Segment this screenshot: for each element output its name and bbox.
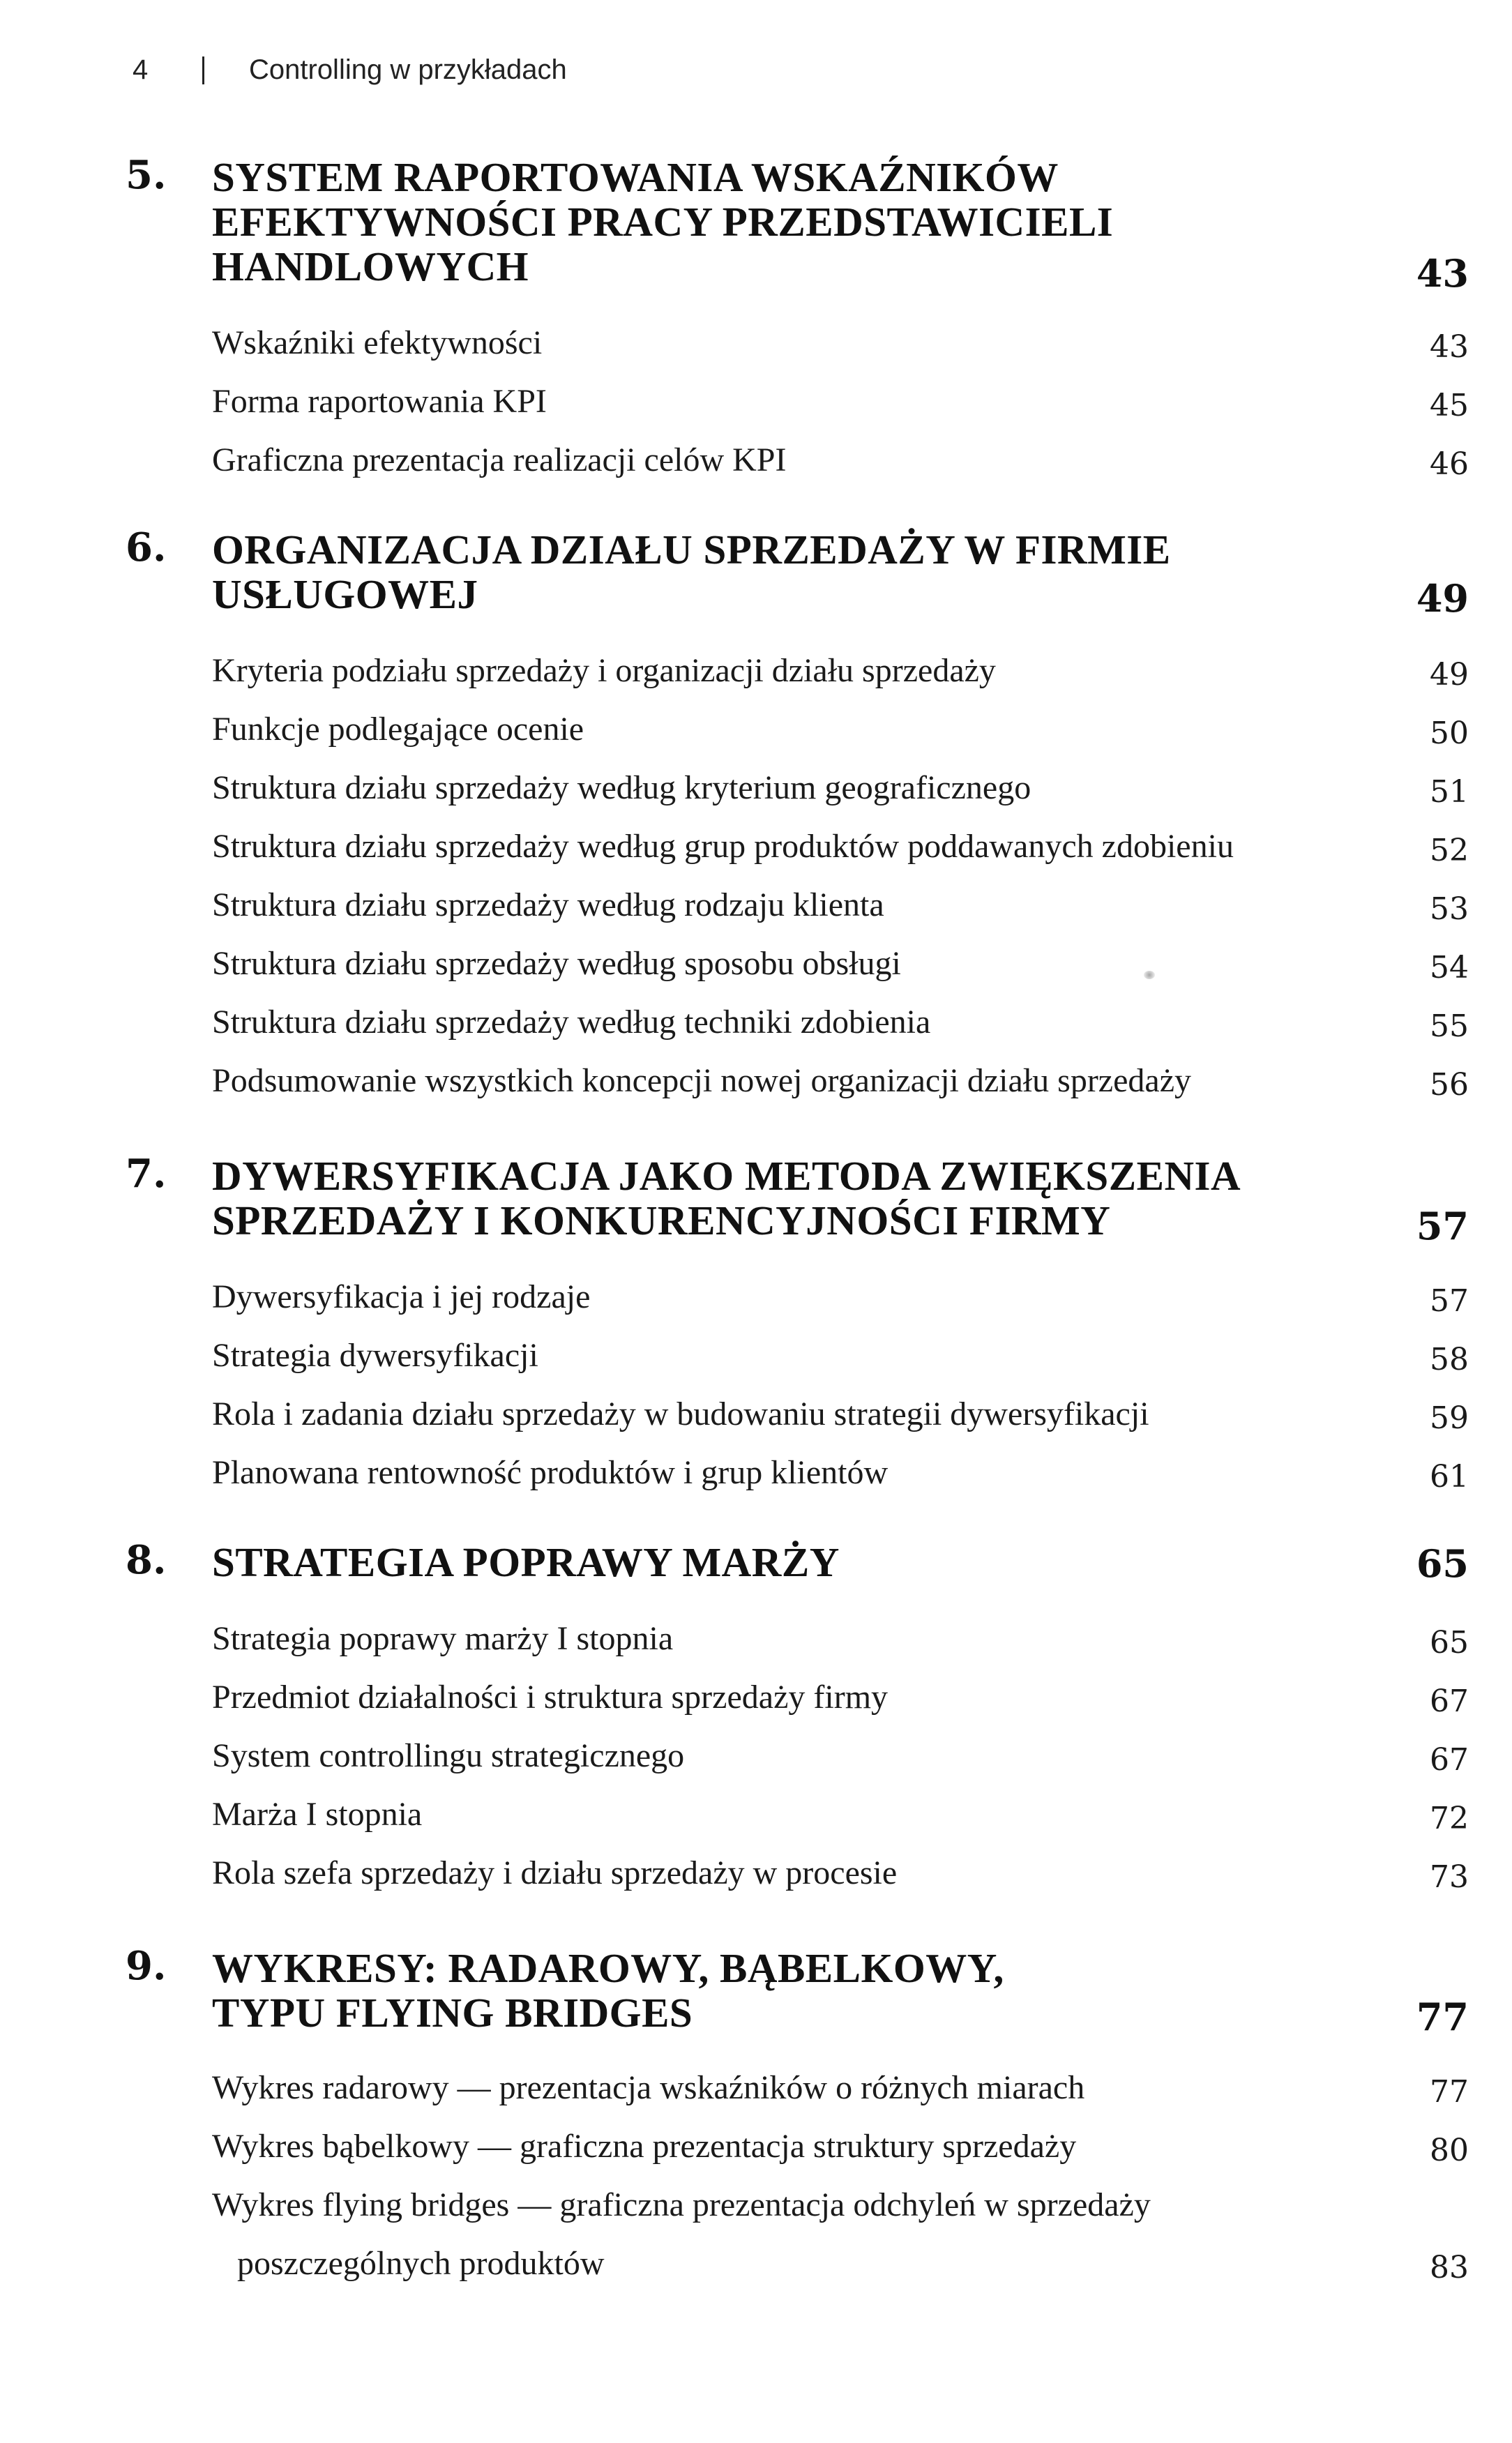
toc-entry: Struktura działu sprzedaży według kryterium geograficznego <box>212 769 1031 806</box>
chapter-number: 5. <box>126 152 167 198</box>
toc-entry-page: 80 <box>1430 2133 1469 2168</box>
toc-entry: Dywersyfikacja i jej rodzaje <box>212 1278 591 1315</box>
chapter-title-line: ORGANIZACJA DZIAŁU SPRZEDAŻY W FIRMIE <box>212 527 1171 573</box>
chapter-title <box>212 1946 1314 2035</box>
toc-entry: Rola i zadania działu sprzedaży w budowaniu strategii dywersyfikacji <box>212 1396 1149 1432</box>
toc-entry: Podsumowanie wszystkich koncepcji nowej organizacji działu sprzedaży <box>212 1062 1192 1099</box>
toc-entry: Marża I stopnia <box>212 1796 423 1833</box>
book-title: Controlling w przykładach <box>249 54 567 85</box>
chapter-title <box>212 1154 1314 1243</box>
toc-entry: Struktura działu sprzedaży według grup produktów poddawanych zdobieniu <box>212 828 1234 865</box>
running-head <box>133 54 567 86</box>
toc-entry: Struktura działu sprzedaży według techniki zdobienia <box>212 1004 931 1041</box>
toc-entry: Rola szefa sprzedaży i działu sprzedaży w procesie <box>212 1854 898 1891</box>
toc-entry: Planowana rentowność produktów i grup klientów <box>212 1454 889 1491</box>
chapter-page: 57 <box>1416 1204 1469 1248</box>
chapter-title-line: EFEKTYWNOŚCI PRACY PRZEDSTAWICIELI <box>212 199 1114 245</box>
chapter-title-line: WYKRESY: RADAROWY, BĄBELKOWY, <box>212 1945 1004 1991</box>
chapter-page: 49 <box>1416 576 1469 621</box>
toc-entry-page: 55 <box>1430 1008 1469 1044</box>
toc-entry-page: 67 <box>1430 1742 1469 1778</box>
header-divider <box>202 56 204 84</box>
toc-entry-page: 45 <box>1430 388 1469 423</box>
toc-entry-page: 61 <box>1430 1459 1469 1495</box>
toc-entry: Przedmiot działalności i struktura sprzedaży firmy <box>212 1679 889 1716</box>
toc-entry-page: 83 <box>1430 2250 1469 2285</box>
toc-entry: Wykres flying bridges — graficzna prezentacja odchyleń w sprzedaży <box>212 2186 1151 2223</box>
chapter-title-line: TYPU FLYING BRIDGES <box>212 1990 693 2036</box>
toc-entry-page: 57 <box>1430 1283 1469 1319</box>
toc-entry-page: 58 <box>1430 1342 1469 1377</box>
toc-entry-page: 51 <box>1430 774 1469 810</box>
toc-entry: Wykres bąbelkowy — graficzna prezentacja struktury sprzedaży <box>212 2128 1077 2165</box>
toc-entry-page: 56 <box>1430 1067 1469 1103</box>
toc-entry-page: 59 <box>1430 1400 1469 1436</box>
toc-entry: Kryteria podziału sprzedaży i organizacji działu sprzedaży <box>212 652 996 689</box>
chapter-title-line: USŁUGOWEJ <box>212 571 478 617</box>
toc-entry: Forma raportowania KPI <box>212 383 547 420</box>
toc-entry: System controllingu strategicznego <box>212 1737 685 1774</box>
chapter-title-line: SYSTEM RAPORTOWANIA WSKAŹNIKÓW <box>212 154 1059 200</box>
toc-entry-page: 54 <box>1430 950 1469 985</box>
toc-entry: Struktura działu sprzedaży według sposobu obsługi <box>212 945 901 982</box>
toc-entry: Graficzna prezentacja realizacji celów KPI <box>212 441 787 478</box>
toc-entry: Funkcje podlegające ocenie <box>212 711 584 748</box>
page-number: 4 <box>133 54 149 85</box>
toc-entry: Wykres radarowy — prezentacja wskaźników o różnych miarach <box>212 2069 1085 2106</box>
chapter-page: 77 <box>1416 1995 1469 2039</box>
toc-entry: Strategia poprawy marży I stopnia <box>212 1620 674 1657</box>
chapter-number: 8. <box>126 1537 167 1583</box>
print-smudge <box>1144 971 1155 979</box>
chapter-title-line: DYWERSYFIKACJA JAKO METODA ZWIĘKSZENIA <box>212 1153 1241 1199</box>
toc-entry-page: 65 <box>1430 1625 1469 1661</box>
toc-entry-page: 67 <box>1430 1684 1469 1719</box>
toc-entry-page: 49 <box>1430 657 1469 693</box>
toc-entry-page: 52 <box>1430 833 1469 868</box>
toc-entry-continuation: poszczególnych produktów <box>237 2245 605 2282</box>
chapter-page: 65 <box>1416 1541 1469 1586</box>
toc-entry: Strategia dywersyfikacji <box>212 1337 538 1374</box>
chapter-title-line: STRATEGIA POPRAWY MARŻY <box>212 1539 840 1585</box>
toc-entry-page: 50 <box>1430 716 1469 751</box>
chapter-number: 9. <box>126 1943 167 1989</box>
toc-entry-page: 73 <box>1430 1859 1469 1895</box>
toc-entry-page: 53 <box>1430 891 1469 927</box>
chapter-title-line: SPRZEDAŻY I KONKURENCYJNOŚCI FIRMY <box>212 1197 1111 1243</box>
toc-entry: Struktura działu sprzedaży według rodzaju klienta <box>212 886 884 923</box>
chapter-title-line: HANDLOWYCH <box>212 243 529 289</box>
toc-entry-page: 77 <box>1430 2074 1469 2110</box>
toc-entry-page: 72 <box>1430 1801 1469 1836</box>
chapter-title <box>212 155 1314 289</box>
toc-entry-page: 43 <box>1430 329 1469 365</box>
toc-entry-page: 46 <box>1430 446 1469 482</box>
chapter-number: 6. <box>126 524 167 570</box>
chapter-title <box>212 527 1314 617</box>
chapter-number: 7. <box>126 1151 167 1197</box>
chapter-title <box>212 1540 1314 1584</box>
chapter-page: 43 <box>1416 251 1469 296</box>
toc-entry: Wskaźniki efektywności <box>212 324 543 361</box>
